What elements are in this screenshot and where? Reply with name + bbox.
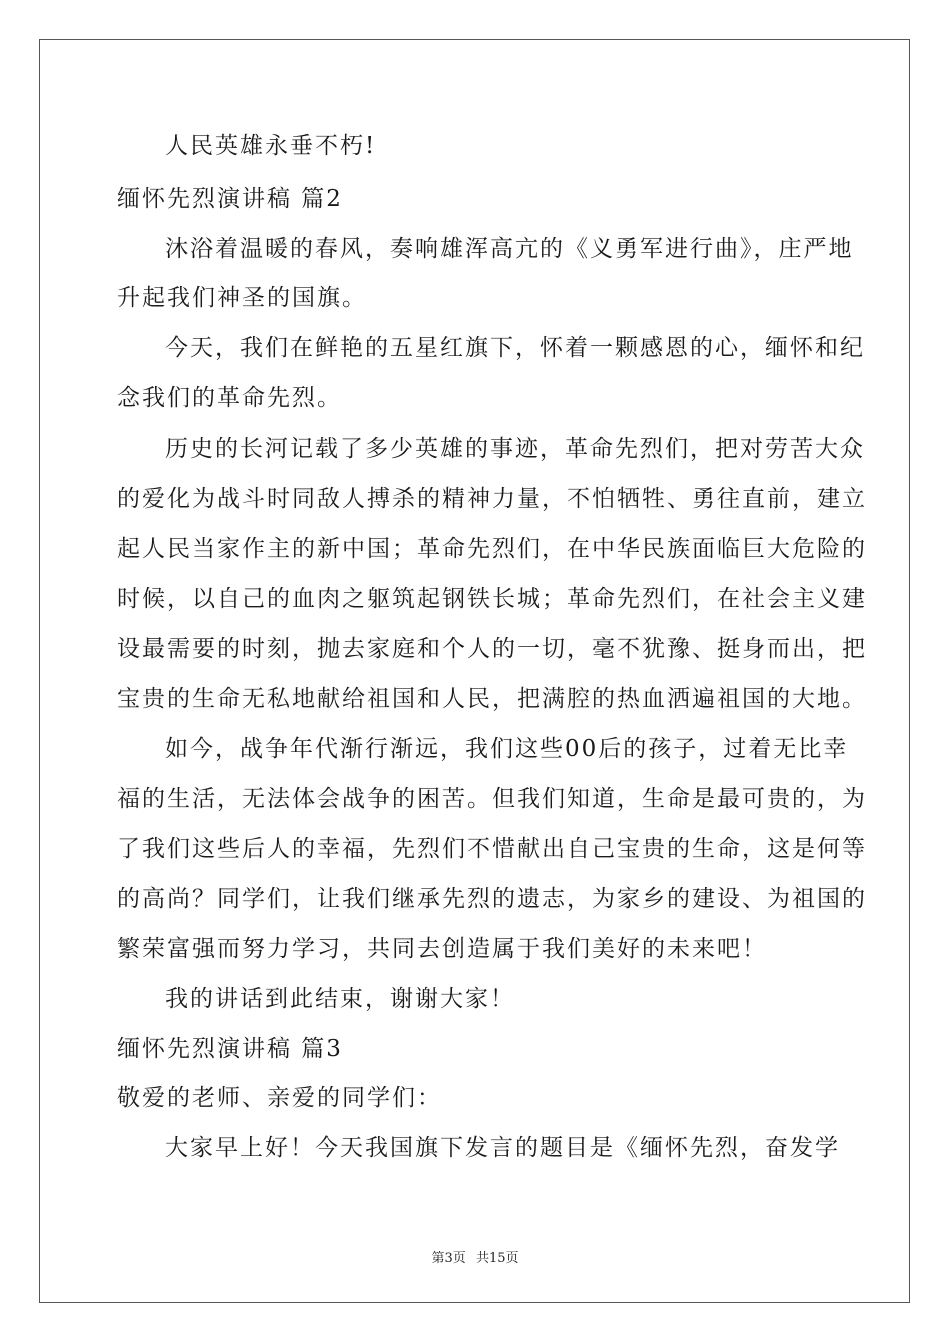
section-heading-3: 缅怀先烈演讲稿 篇3 [117, 1036, 343, 1062]
paragraph-line: 历史的长河记载了多少英雄的事迹，革命先烈们，把对劳苦大众 [165, 436, 865, 462]
paragraph-line: 设最需要的时刻，抛去家庭和个人的一切，毫不犹豫、挺身而出，把 [117, 636, 867, 662]
paragraph-line: 念我们的革命先烈。 [117, 385, 342, 411]
page-number: 第3页 [431, 1251, 466, 1266]
closing-line: 人民英雄永垂不朽! [165, 133, 377, 159]
paragraph-line: 沐浴着温暖的春风，奏响雄浑高亢的《义勇军进行曲》，庄严地 [165, 236, 854, 262]
page-border [39, 39, 910, 1303]
paragraph-line: 繁荣富强而努力学习，共同去创造属于我们美好的未来吧！ [117, 936, 767, 962]
paragraph-line: 如今，战争年代渐行渐远，我们这些00后的孩子，过着无比幸 [165, 736, 849, 762]
paragraph-line: 的爱化为战斗时同敌人搏杀的精神力量，不怕牺牲、勇往直前，建立 [117, 486, 867, 512]
salutation-line: 敬爱的老师、亲爱的同学们： [117, 1085, 442, 1111]
page-footer [0, 1247, 950, 1266]
paragraph-line: 升起我们神圣的国旗。 [117, 285, 367, 311]
paragraph-line: 时候，以自己的血肉之躯筑起钢铁长城；革命先烈们，在社会主义建 [117, 586, 867, 612]
paragraph-line: 大家早上好！今天我国旗下发言的题目是《缅怀先烈，奋发学 [165, 1135, 840, 1161]
paragraph-line: 我的讲话到此结束，谢谢大家！ [165, 986, 515, 1012]
page-total: 共15页 [475, 1251, 519, 1266]
paragraph-line: 今天，我们在鲜艳的五星红旗下，怀着一颗感恩的心，缅怀和纪 [165, 335, 865, 361]
paragraph-line: 的高尚？同学们，让我们继承先烈的遗志，为家乡的建设、为祖国的 [117, 886, 867, 912]
paragraph-line: 宝贵的生命无私地献给祖国和人民，把满腔的热血洒遍祖国的大地。 [117, 686, 867, 712]
section-heading-2: 缅怀先烈演讲稿 篇2 [117, 186, 343, 212]
paragraph-line: 福的生活，无法体会战争的困苦。但我们知道，生命是最可贵的，为 [117, 786, 867, 812]
paragraph-line: 了我们这些后人的幸福，先烈们不惜献出自己宝贵的生命，这是何等 [117, 836, 867, 862]
paragraph-line: 起人民当家作主的新中国；革命先烈们，在中华民族面临巨大危险的 [117, 536, 867, 562]
